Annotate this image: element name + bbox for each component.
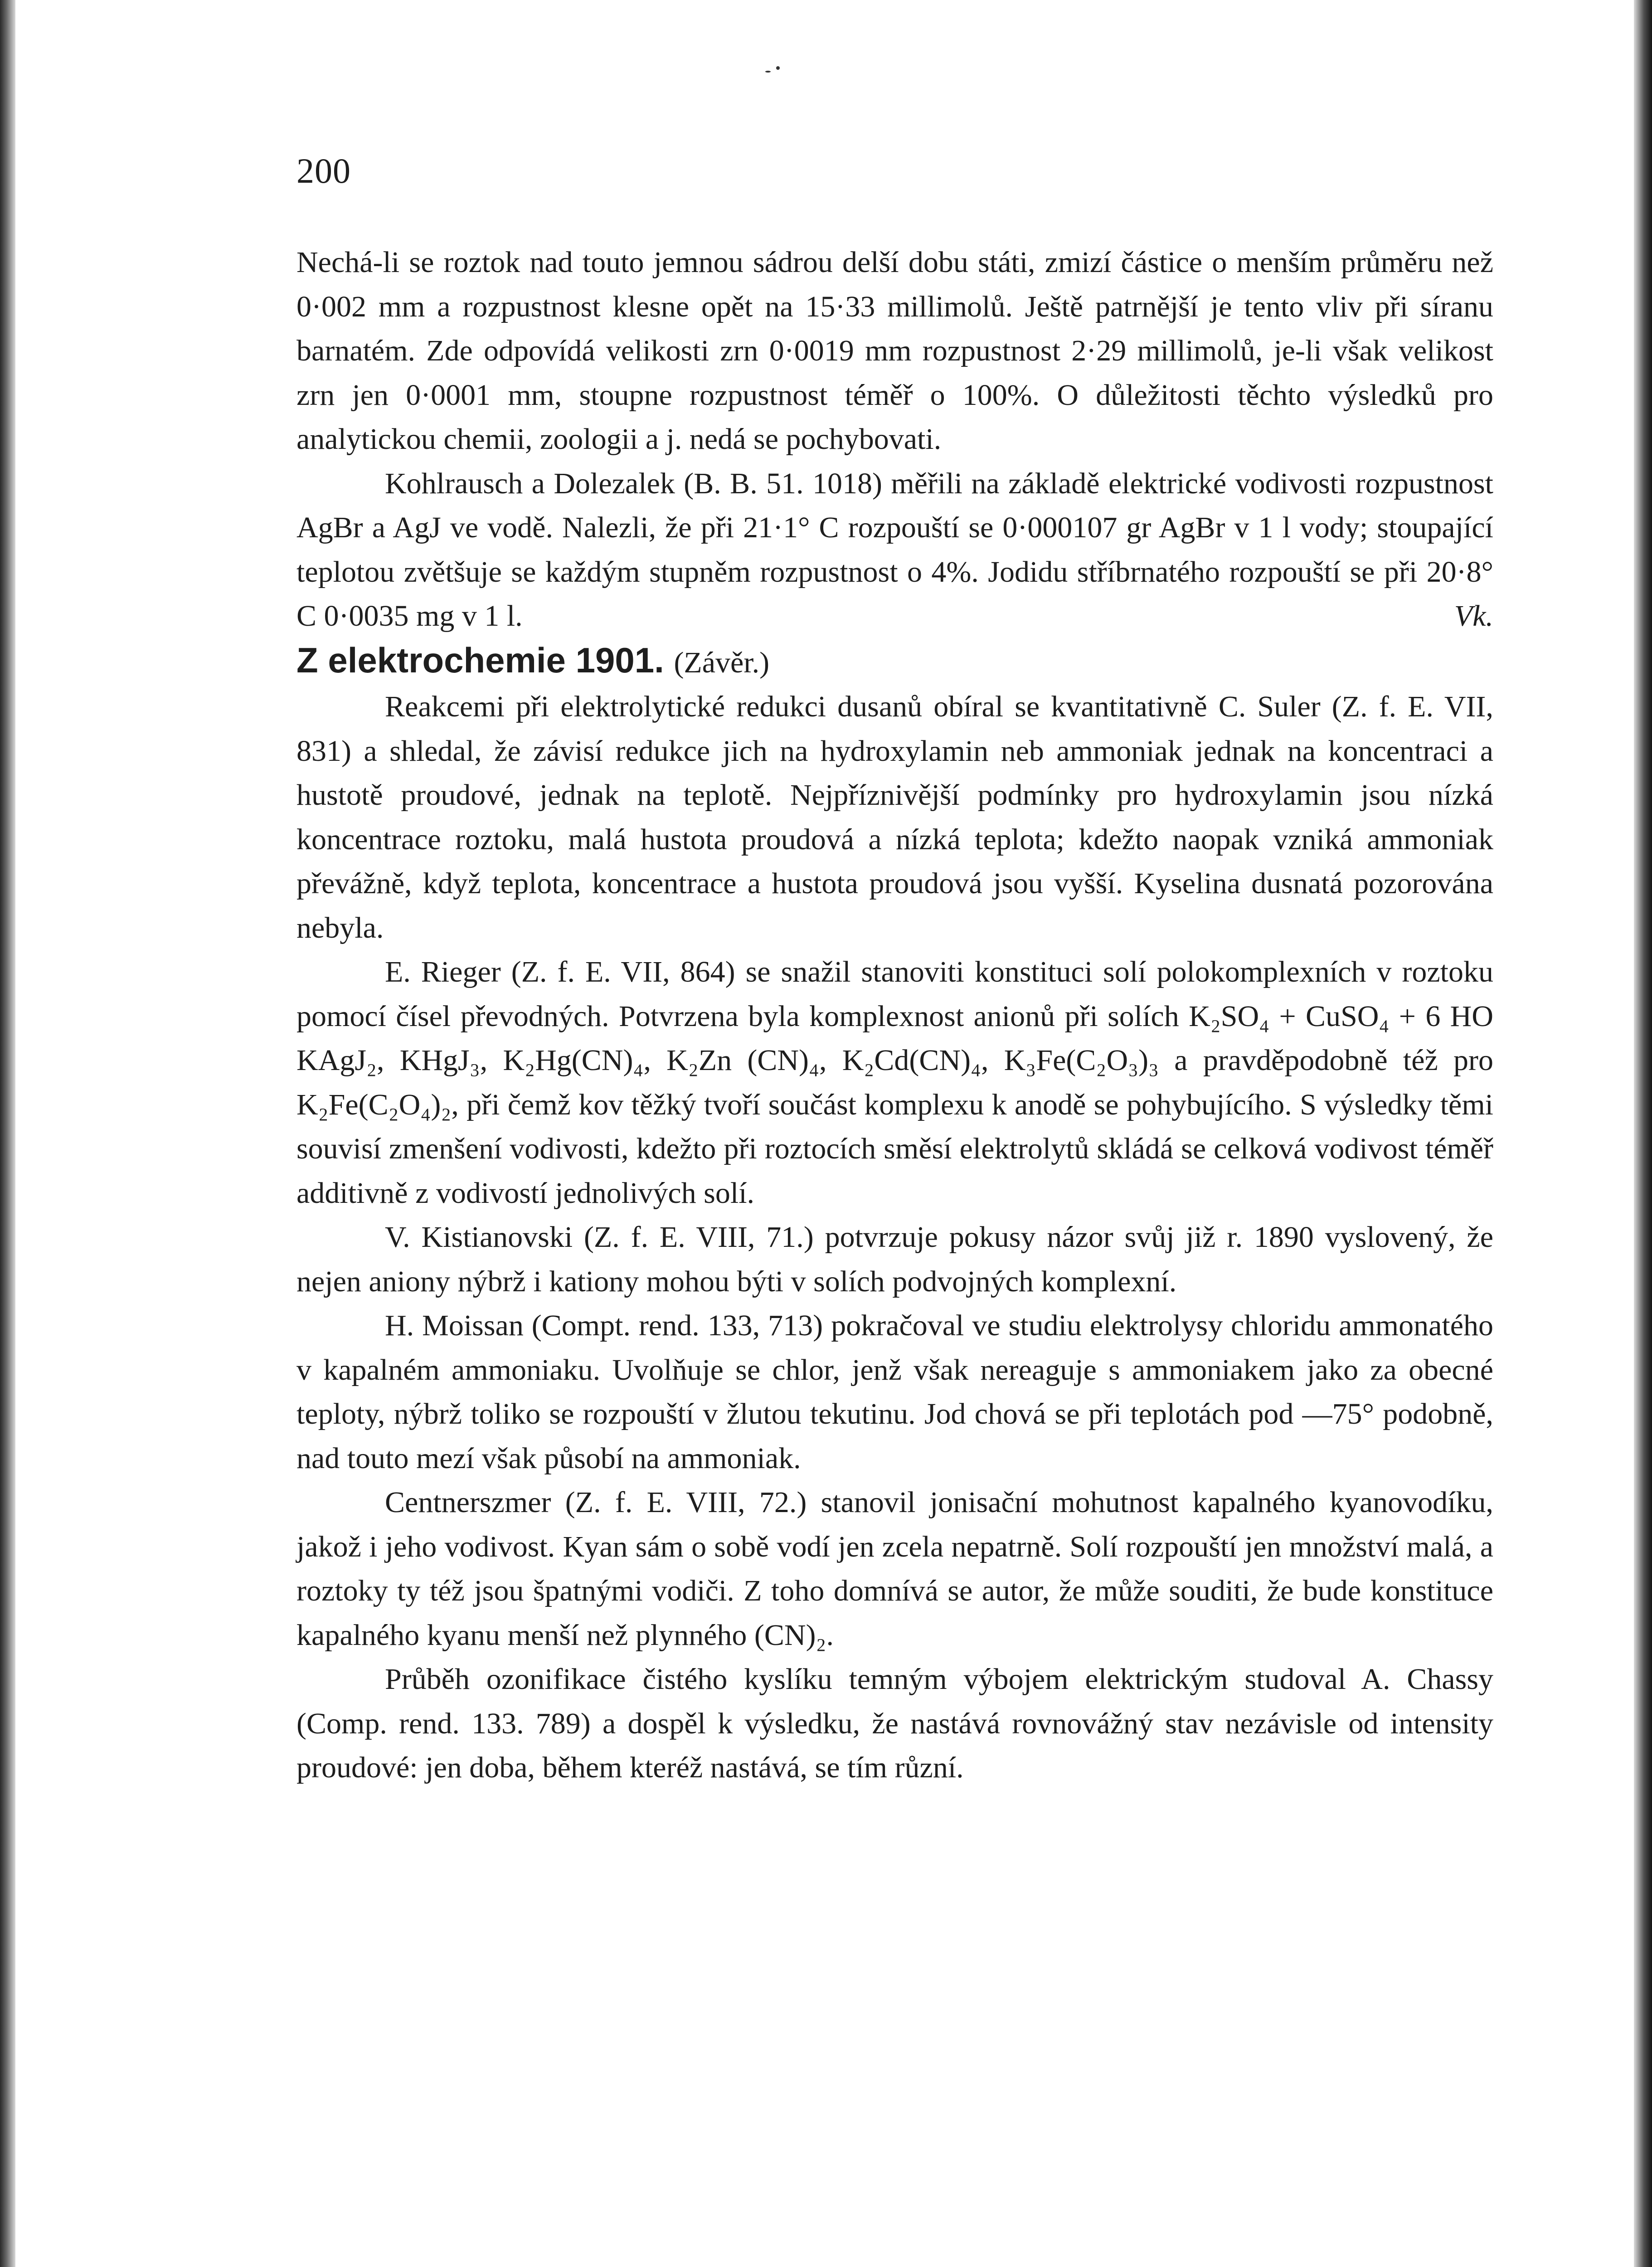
scan-speck	[765, 71, 771, 73]
section-note: (Závěr.)	[674, 646, 770, 679]
paragraph	[296, 462, 1493, 638]
paragraph: H. Moissan (Compt. rend. 133, 713) pokračoval ve studiu elektrolysy chloridu ammonatého v kapalném ammoniaku. Uvolňuje se chlor, jenž však nereaguje s ammoniakem jako za obecné teploty, nýbrž toliko se rozpouští v žlutou tekutinu. Jod chová se při teplotách pod —75° podobně, nad touto mezí však působí na ammoniak.	[296, 1309, 1493, 1475]
right-scan-edge	[1634, 0, 1652, 2267]
paragraph: Průběh ozonifikace čistého kyslíku temným výbojem elektrickým studoval A. Chassy (Comp. rend. 133. 789) a dospěl k výsledku, že nastává rovnovážný stav nezávisle od intensity proudové: jen doba, během kteréž nastává, se tím různí.	[296, 1663, 1493, 1784]
paragraph: V. Kistianovski (Z. f. E. VIII, 71.) potvrzuje pokusy názor svůj již r. 1890 vyslovený, že nejen aniony nýbrž i kationy mohou býti v solích podvojných komplexní.	[296, 1221, 1493, 1298]
scan-speck	[776, 66, 780, 70]
paragraph: Centnerszmer (Z. f. E. VIII, 72.) stanovil jonisační mohutnost kapalného kyanovodíku, jakož i jeho vodivost. Kyan sám o sobě vodí jen zcela nepatrně. Solí rozpouští jen množství malá, a roztoky ty též jsou špatnými vodiči. Z toho domnívá se autor, že může souditi, že bude konstituce kapalného kyanu menší než plynného (CN)₂.	[296, 1486, 1493, 1652]
section-heading	[296, 638, 1493, 685]
body-text	[296, 240, 1493, 1790]
paragraph: Reakcemi při elektrolytické redukci dusanů obíral se kvantitativně C. Suler (Z. f. E. VII, 831) a shledal, že závisí redukce jich na hydroxylamin neb ammoniak jednak na koncentraci a hustotě proudové, jednak na teplotě. Nejpříznivější podmínky pro hydroxylamin jsou nízká koncentrace roztoku, malá hustota proudová a nízká teplota; kdežto naopak vzniká ammoniak převážně, když teplota, koncentrace a hustota proudová jsou vyšší. Kyselina dusnatá pozorována nebyla.	[296, 690, 1493, 944]
signature: Vk.	[1454, 599, 1493, 632]
page-number: 200	[296, 151, 351, 190]
section-title: Z elektrochemie 1901.	[296, 640, 664, 680]
paragraph: Nechá-li se roztok nad touto jemnou sádrou delší dobu státi, zmizí částice o menším průměru než 0·002 mm a rozpustnost klesne opět na 15·33 millimolů. Ještě patrnější je tento vliv při síranu barnatém. Zde odpovídá velikosti zrn 0·0019 mm rozpustnost 2·29 millimolů, je-li však velikost zrn jen 0·0001 mm, stoupne rozpustnost téměř o 100%. O důležitosti těchto výsledků pro analytickou chemii, zoologii a j. nedá se pochybovati.	[296, 246, 1493, 456]
left-scan-edge	[0, 0, 15, 2267]
paragraph-text: Kohlrausch a Dolezalek (B. B. 51. 1018) měřili na základě elektrické vodivosti rozpustnost AgBr a AgJ ve vodě. Nalezli, že při 21·1° C rozpouští se 0·000107 gr AgBr v 1 l vody; stoupající teplotou zvětšuje se každým stupněm rozpustnost o 4%. Jodidu stříbrnatého rozpouští se při 20·8° C 0·0035 mg v 1 l.	[296, 467, 1493, 632]
paragraph: E. Rieger (Z. f. E. VII, 864) se snažil stanoviti konstituci solí polokomplexních v roztoku pomocí čísel převodných. Potvrzena byla komplexnost anionů při solích K₂SO₄ + CuSO₄ + 6 HO KAgJ₂, KHgJ₃, K₂Hg(CN)₄, K₂Zn (CN)₄, K₂Cd(CN)₄, K₃Fe(C₂O₃)₃ a pravděpodobně též pro K₂Fe(C₂O₄)₂, při čemž kov těžký tvoří součást komplexu k anodě se pohybujícího. S výsledky těmi souvisí zmenšení vodivosti, kdežto při roztocích směsí elektrolytů skládá se celková vodivost téměř additivně z vodivostí jednolivých solí.	[296, 955, 1493, 1210]
